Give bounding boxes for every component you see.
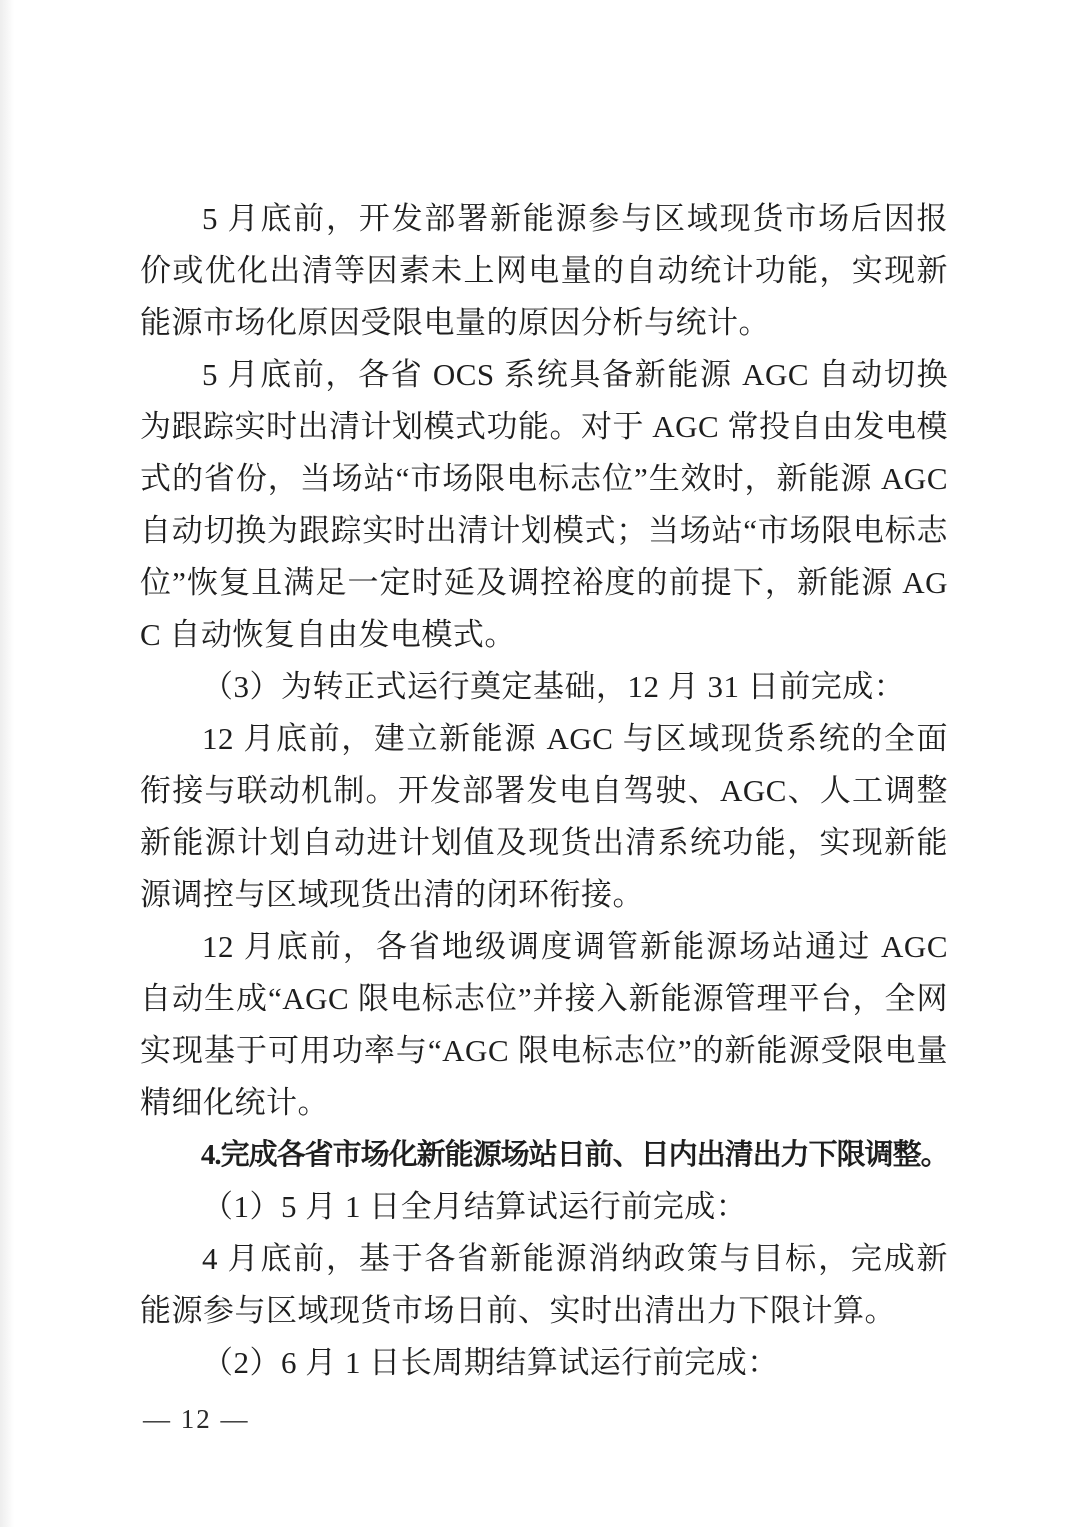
paragraph-4: 12 月底前，建立新能源 AGC 与区域现货系统的全面衔接与联动机制。开发部署发电自驾驶、AGC、人工调整新能源计划自动进计划值及现货出清系统功能，实现新能源调控与区域现货出清的闭环衔接。 <box>140 721 948 912</box>
paragraph-8: 4 月底前，基于各省新能源消纳政策与目标，完成新能源参与区域现货市场日前、实时出清出力下限计算。 <box>140 1241 948 1328</box>
page-number: — 12 — <box>143 1404 250 1434</box>
section-heading-4: 4.完成各省市场化新能源场站日前、日内出清出力下限调整。 <box>200 1139 949 1171</box>
paragraph-5: 12 月底前，各省地级调度调管新能源场站通过 AGC 自动生成“AGC 限电标志位”并接入新能源管理平台，全网实现基于可用功率与“AGC 限电标志位”的新能源受限电量精细化统计。 <box>140 929 948 1120</box>
paragraph-1: 5 月底前，开发部署新能源参与区域现货市场后因报价或优化出清等因素未上网电量的自动统计功能，实现新能源市场化原因受限电量的原因分析与统计。 <box>140 201 948 340</box>
paragraph-2: 5 月底前，各省 OCS 系统具备新能源 AGC 自动切换为跟踪实时出清计划模式功能。对于 AGC 常投自由发电模式的省份，当场站“市场限电标志位”生效时，新能源 AGC 自动切换为跟踪实时出清计划模式；当场站“市场限电标志位”恢复且满足一定时延及调控裕度的前提下，新能源 AGC 自动恢复自由发电模式。 <box>140 357 948 652</box>
paragraph-9-item-2: （2）6 月 1 日长周期结算试运行前完成： <box>202 1345 779 1380</box>
document-body <box>140 193 948 1389</box>
paragraph-3-item-3: （3）为转正式运行奠定基础，12 月 31 日前完成： <box>202 669 906 704</box>
paragraph-7-item-1: （1）5 月 1 日全月结算试运行前完成： <box>202 1189 748 1224</box>
